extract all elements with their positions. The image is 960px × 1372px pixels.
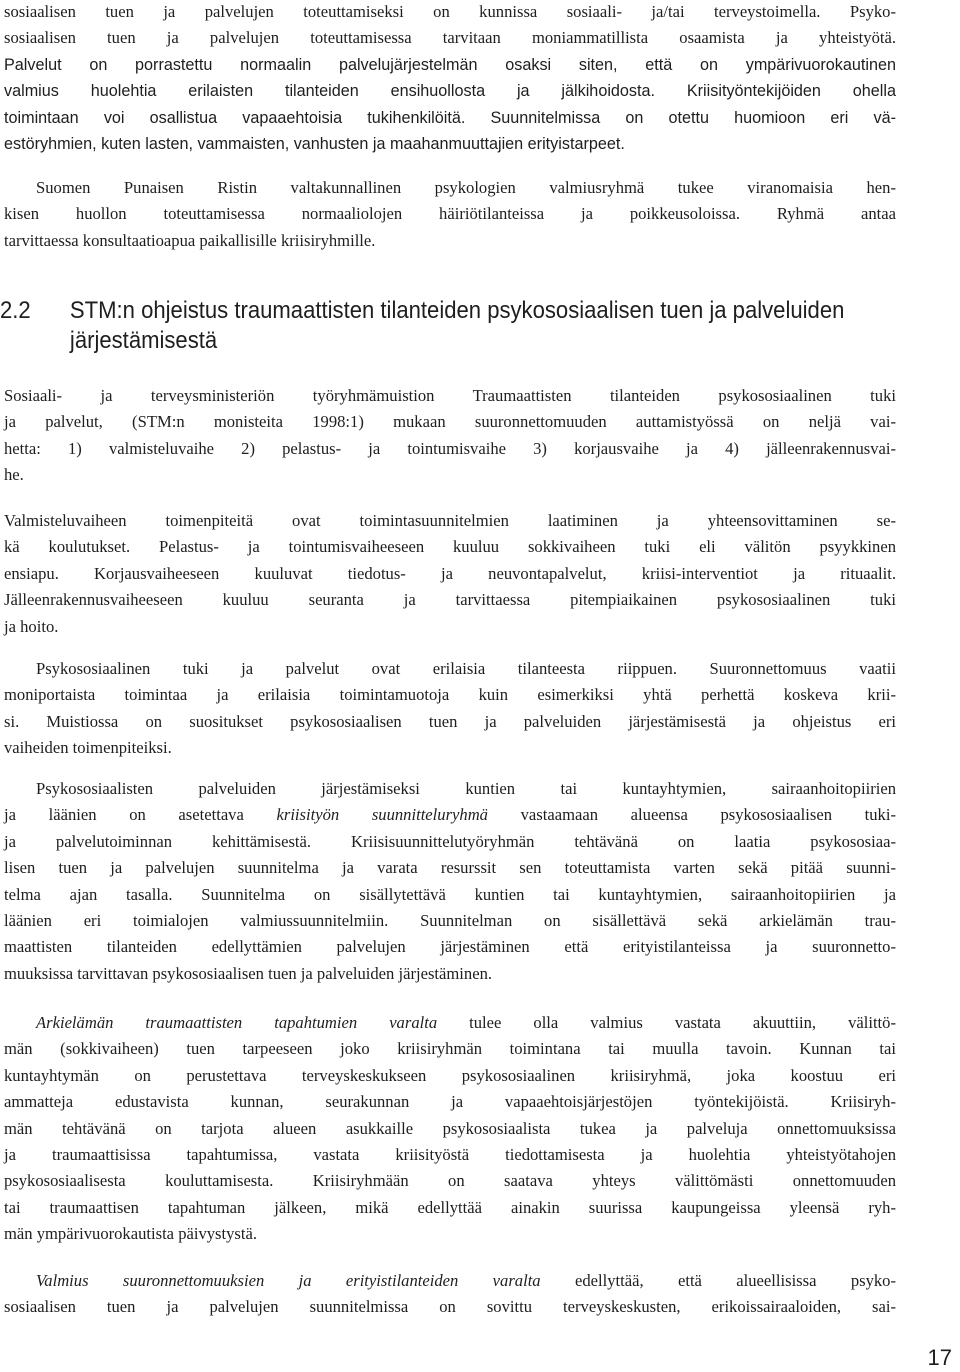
text-line — [4, 1268, 896, 1294]
text-line: kuntayhtymän on perustettava terveyskeskukseen psykososiaalinen kriisiryhmä, joka koostuu eri — [4, 1065, 896, 1085]
text-line: he. — [4, 465, 24, 485]
text-line: valmius huolehtia erilaisten tilanteiden ensihuollosta ja jälkihoidosta. Kriisityöntekijöiden ohella — [4, 82, 896, 101]
text-line: kä koulutukset. Pelastus- ja tointumisvaiheeseen kuuluu sokkivaiheen tuki eli välitön psyykkinen — [4, 537, 896, 557]
srp-paragraph — [4, 175, 896, 254]
planning-paragraph — [4, 776, 896, 987]
text-line: moniportaista toimintaa ja erilaisia toimintamuotoja kuin esimerkiksi yhtä perhettä koskeva krii- — [4, 685, 896, 705]
text-line: Psykososiaalisten palveluiden järjestämiseksi kuntien tai kuntayhtymien, sairaanhoitopiirien — [36, 779, 896, 798]
section-title-line: järjestämisestä — [69, 327, 218, 354]
page-number: 17 — [927, 1345, 952, 1370]
text-line: sosiaalisen tuen ja palvelujen toteuttamisessa tarvitaan moniammatillista osaamista ja yhteistyötä. — [4, 28, 896, 48]
text-line: tarvittaessa konsultaatioapua paikallisille kriisiryhmille. — [4, 230, 376, 250]
italic-term: Valmius suuronnettomuuksien ja erityistilanteiden varalta — [36, 1271, 541, 1290]
text-line: Sosiaali- ja terveysministeriön työryhmämuistion Traumaattisten tilanteiden psykososiaalinen tuki — [4, 386, 896, 405]
text-line: ja palvelut, (STM:n monisteita 1998:1) mukaan suuronnettomuuden auttamistyössä on neljä vai- — [4, 412, 896, 432]
text-line: toimintaan voi osallistua vapaaehtoisia tukihenkilöitä. Suunnitelmissa on otettu huomioon eri vä- — [4, 108, 896, 127]
text-line — [4, 1010, 896, 1036]
text-line: tai traumaattisen tapahtuman jälkeen, mikä edellyttää ainakin suurissa kaupungeissa yleensä ryh- — [4, 1197, 896, 1217]
text-line: sosiaalisen tuen ja palvelujen suunnitelmissa on sovittu terveyskeskusten, erikoissairaaloiden, sai- — [4, 1297, 896, 1317]
support-paragraph — [4, 656, 896, 762]
text-line: män (sokkivaiheen) tuen tarpeeseen joko kriisiryhmän toimintana tai muulla tavoin. Kunnan tai — [4, 1039, 896, 1059]
intro-paragraph — [4, 0, 896, 157]
phases-paragraph — [4, 508, 896, 640]
italic-term: Arkielämän traumaattisten tapahtumien varalta — [36, 1013, 438, 1032]
text-line: kisen huollon toteuttamisessa normaaliolojen häiriötilanteissa ja poikkeusoloissa. Ryhmä antaa — [4, 204, 896, 224]
text-line — [4, 802, 896, 828]
text-line: hetta: 1) valmisteluvaihe 2) pelastus- ja tointumisvaihe 3) korjausvaihe ja 4) jälleenrakennusvai- — [4, 438, 896, 458]
text-line: vaiheiden toimenpiteiksi. — [4, 738, 172, 758]
text-line: estöryhmien, kuten lasten, vammaisten, vanhusten ja maahanmuuttajien erityistarpeet. — [4, 134, 625, 153]
text-line: Suomen Punaisen Ristin valtakunnallinen psykologien valmiusryhmä tukee viranomaisia hen- — [36, 178, 896, 197]
text-run: vastaamaan alueensa psykososiaalisen tuki- — [487, 805, 896, 825]
section-title-line: STM:n ohjeistus traumaattisten tilanteiden psykososiaalisen tuen ja palveluiden — [69, 297, 845, 324]
text-line: ensiapu. Korjausvaiheeseen kuuluvat tiedotus- ja neuvontapalvelut, kriisi-interventiot ja rituaalit. — [4, 563, 896, 583]
text-line: telma ajan tasalla. Suunnitelma on sisällytettävä kuntien tai kuntayhtymien, sairaanhoitopiirien ja — [4, 884, 896, 904]
stm-paragraph — [4, 383, 896, 489]
section-number: 2.2 — [0, 297, 31, 324]
text-line: lisen tuen ja palvelujen suunnitelma ja varata resurssit sen toteuttamista varten sekä pitää suunni- — [4, 858, 896, 878]
text-line: ammatteja edustavista kunnan, seurakunnan ja vapaaehtoisjärjestöjen työntekijöistä. Kriisiryh- — [4, 1092, 896, 1112]
italic-term: kriisityön suunnitteluryhmä — [276, 805, 488, 825]
text-line: Palvelut on porrastettu normaalin palvelujärjestelmän osaksi siten, että on ympärivuorokautinen — [4, 55, 896, 74]
text-run: tulee olla valmius vastata akuuttiin, välittö- — [437, 1013, 896, 1032]
text-line: muuksissa tarvittavan psykososiaalisen tuen ja palveluiden järjestäminen. — [4, 963, 493, 983]
text-line: ja traumaattisissa tapahtumissa, vastata kriisityöstä tiedottamisesta ja huolehtia yhteistyötahojen — [4, 1144, 896, 1164]
text-run: edellyttää, että alueellisissa psyko- — [540, 1271, 896, 1290]
text-line: män tehtävänä on tarjota alueen asukkaille psykososiaalista tukea ja palveluja onnettomuuksissa — [4, 1118, 896, 1138]
text-run: ja läänien on asetettava — [4, 805, 277, 825]
text-line: läänien eri toimialojen valmiussuunnitelmiin. Suunnitelman on sisällettävä sekä arkielämän trau- — [4, 910, 896, 930]
everyday-paragraph — [4, 1010, 896, 1248]
text-line: sosiaalisen tuen ja palvelujen toteuttamiseksi on kunnissa sosiaali- ja/tai terveystoimella. Psyko- — [4, 2, 896, 21]
text-line: ja palvelutoiminnan kehittämisestä. Kriisisuunnittelutyöryhmän tehtävänä on laatia psykososiaa- — [4, 831, 896, 851]
text-line: män ympärivuorokautista päivystystä. — [4, 1224, 258, 1244]
text-line: maattisten tilanteiden edellyttämien palvelujen järjestäminen että erityistilanteissa ja suuronnetto- — [4, 937, 896, 957]
text-line: ja hoito. — [4, 616, 59, 636]
text-line: Psykososiaalinen tuki ja palvelut ovat erilaisia tilanteesta riippuen. Suuronnettomuus vaatii — [36, 659, 896, 678]
text-line: Jälleenrakennusvaiheeseen kuuluu seuranta ja tarvittaessa pitempiaikainen psykososiaalinen tuki — [4, 590, 896, 610]
text-line: Valmisteluvaiheen toimenpiteitä ovat toimintasuunnitelmien laatiminen ja yhteensovittaminen se- — [4, 511, 896, 530]
text-line: si. Muistiossa on suositukset psykososiaalisen tuen ja palveluiden järjestämisestä ja ohjeistus eri — [4, 711, 896, 731]
text-line: psykososiaalisesta kouluttamisesta. Kriisiryhmään on saatava yhteys välittömästi onnettomuuden — [4, 1171, 896, 1191]
special-paragraph — [4, 1268, 896, 1321]
